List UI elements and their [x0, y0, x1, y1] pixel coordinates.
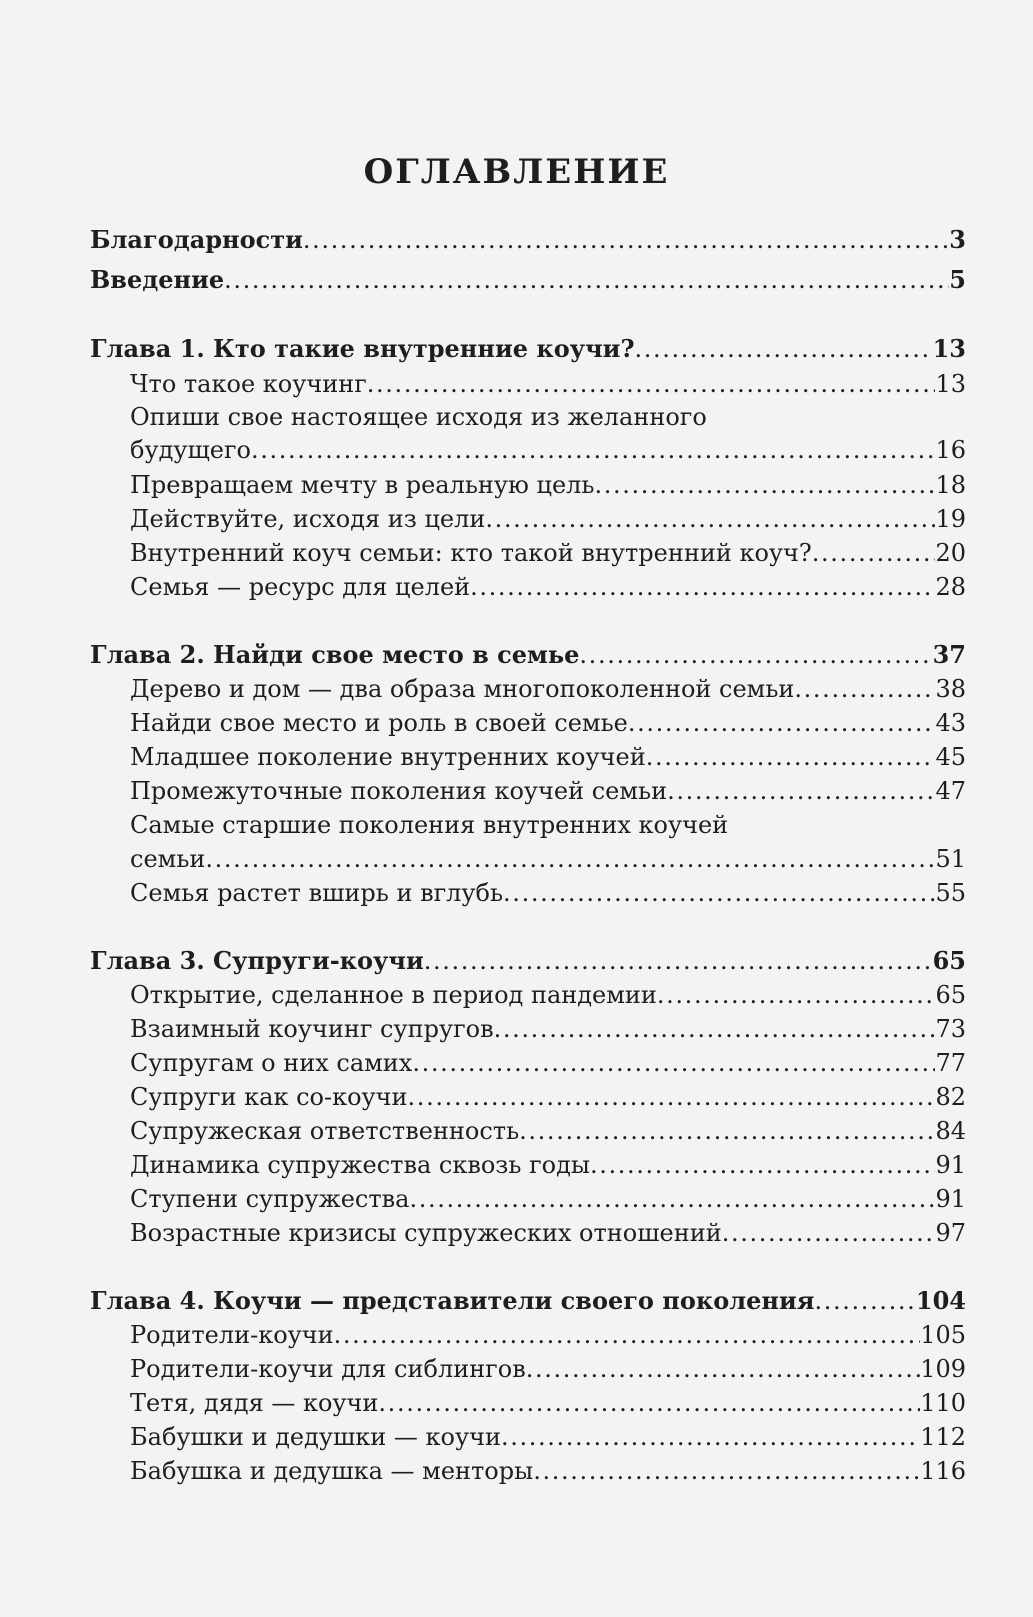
page-title: ОГЛАВЛЕНИЕ — [363, 152, 670, 192]
dot-leader — [628, 706, 936, 740]
toc-entry-label: Бабушка и дедушка — менторы — [130, 1457, 534, 1485]
toc-entry-label: Семья растет вширь и вглубь — [130, 879, 504, 907]
toc-entry-page: 104 — [915, 1286, 966, 1315]
toc-chapter — [90, 1284, 966, 1318]
toc-chapter — [90, 944, 966, 978]
toc-entry-page: 3 — [949, 225, 966, 254]
toc-entry-page: 38 — [935, 675, 966, 703]
dot-leader — [334, 1318, 921, 1352]
toc-entry — [90, 263, 966, 297]
toc-entry — [130, 1046, 966, 1080]
dot-leader — [470, 570, 935, 604]
toc-entry — [130, 876, 966, 910]
toc-entry-label: Превращаем мечту в реальную цель — [130, 471, 595, 499]
dot-leader — [519, 1114, 935, 1148]
toc-entry-page: 47 — [935, 777, 966, 805]
toc-entry-page: 5 — [949, 265, 966, 294]
toc-entry-label: Открытие, сделанное в период пандемии — [130, 981, 657, 1009]
toc-entry — [130, 536, 966, 570]
dot-leader — [533, 1454, 920, 1488]
toc-entry-label: Тетя, дядя — коучи — [130, 1389, 379, 1417]
toc-entry-label: Родители-коучи для сиблингов — [130, 1355, 526, 1383]
dot-leader — [224, 263, 949, 297]
dot-leader — [503, 876, 935, 910]
dot-leader — [409, 1182, 935, 1216]
toc-entry-page: 51 — [935, 845, 966, 873]
toc-entry-page: 20 — [935, 539, 966, 567]
toc-entry-page: 97 — [935, 1219, 966, 1247]
toc-entry-label: Ступени супружества — [130, 1185, 410, 1213]
dot-leader — [635, 332, 933, 366]
toc-entry — [130, 570, 966, 604]
toc-entry-page: 91 — [935, 1185, 966, 1213]
dot-leader — [594, 468, 935, 502]
toc-entry — [130, 502, 966, 536]
dot-leader — [501, 1420, 920, 1454]
dot-leader — [722, 1216, 936, 1250]
dot-leader — [815, 1284, 916, 1318]
toc-entry-page: 112 — [920, 1423, 966, 1451]
toc-entry-page: 18 — [935, 471, 966, 499]
toc-entry-label: семьи — [130, 845, 206, 873]
toc-entry — [130, 1114, 966, 1148]
toc-entry-page: 55 — [935, 879, 966, 907]
toc-entry-page: 110 — [920, 1389, 966, 1417]
dot-leader — [667, 774, 935, 808]
toc-entry-label: Супруги как со-коучи — [130, 1083, 408, 1111]
toc-entry-label: Семья — ресурс для целей — [130, 573, 471, 601]
toc-entry-page: 13 — [935, 370, 966, 398]
toc-entry — [130, 1454, 966, 1488]
toc-entry-label: Супружеская ответственность — [130, 1117, 520, 1145]
toc-entry-label-line: Самые старшие поколения внутренних коучей — [130, 811, 729, 839]
toc-entry-label: Дерево и дом — два образа многопоколенной семьи — [130, 675, 795, 703]
toc-entry-page: 65 — [932, 946, 966, 975]
toc-entry-label: Глава 3. Супруги-коучи — [90, 946, 424, 975]
toc-entry-label: Младшее поколение внутренних коучей — [130, 743, 646, 771]
toc-entry — [130, 706, 966, 740]
toc-entry-label: Что такое коучинг — [130, 370, 367, 398]
toc-entry-label: Глава 2. Найди свое место в семье — [90, 640, 580, 669]
toc-entry-label: Введение — [90, 265, 225, 294]
toc-entry-label-line: Опиши свое настоящее исходя из желанного — [130, 403, 707, 431]
toc-entry-page: 77 — [935, 1049, 966, 1077]
toc-chapter — [90, 638, 966, 672]
dot-leader — [424, 944, 933, 978]
dot-leader — [657, 978, 936, 1012]
dot-leader — [412, 1046, 935, 1080]
dot-leader — [485, 502, 935, 536]
toc-entry-label: Возрастные кризисы супружеских отношений — [130, 1219, 722, 1247]
toc-entry-label: Глава 4. Коучи — представители своего поколения — [90, 1286, 815, 1315]
toc-entry — [130, 433, 966, 467]
dot-leader — [378, 1386, 920, 1420]
toc-entry-page: 82 — [935, 1083, 966, 1111]
toc-entry-page: 28 — [935, 573, 966, 601]
toc-entry-page: 91 — [935, 1151, 966, 1179]
toc-entry-label: будущего — [130, 436, 252, 464]
toc-entry-label: Глава 1. Кто такие внутренние коучи? — [90, 334, 635, 363]
toc-entry-label: Динамика супружества сквозь годы — [130, 1151, 590, 1179]
dot-leader — [367, 367, 936, 401]
toc-entry — [130, 1318, 966, 1352]
toc-entry-page: 73 — [935, 1015, 966, 1043]
dot-leader — [526, 1352, 920, 1386]
toc-entry-page: 43 — [935, 709, 966, 737]
toc-entry-page: 16 — [935, 436, 966, 464]
toc-entry — [130, 1182, 966, 1216]
toc-entry-page: 45 — [935, 743, 966, 771]
toc-entry — [130, 468, 966, 502]
dot-leader — [205, 842, 935, 876]
toc-entry-page: 37 — [932, 640, 966, 669]
toc-entry-label: Благодарности — [90, 225, 303, 254]
toc-entry — [130, 1352, 966, 1386]
toc-entry-label: Бабушки и дедушки — коучи — [130, 1423, 501, 1451]
toc-entry — [130, 367, 966, 401]
dot-leader — [251, 433, 935, 467]
toc-entry-label: Действуйте, исходя из цели — [130, 505, 486, 533]
toc-entry — [130, 774, 966, 808]
toc-entry-label: Найди свое место и роль в своей семье — [130, 709, 628, 737]
toc-entry — [130, 1148, 966, 1182]
toc-entry-page: 13 — [932, 334, 966, 363]
dot-leader — [794, 672, 935, 706]
toc-entry-page: 84 — [935, 1117, 966, 1145]
toc-entry-label: Промежуточные поколения коучей семьи — [130, 777, 668, 805]
toc-entry-page: 116 — [920, 1457, 966, 1485]
toc-entry-page: 109 — [920, 1355, 966, 1383]
toc-entry-label: Родители-коучи — [130, 1321, 334, 1349]
dot-leader — [812, 536, 936, 570]
toc-entry — [130, 978, 966, 1012]
toc-entry — [130, 740, 966, 774]
toc-entry — [130, 1216, 966, 1250]
toc-entry — [90, 223, 966, 257]
dot-leader — [494, 1012, 936, 1046]
toc-entry-page: 65 — [935, 981, 966, 1009]
toc-entry-label: Взаимный коучинг супругов — [130, 1015, 494, 1043]
dot-leader — [303, 223, 949, 257]
toc-entry-label: Супругам о них самих — [130, 1049, 413, 1077]
toc-entry — [130, 672, 966, 706]
toc-entry — [130, 1012, 966, 1046]
toc-entry — [130, 1386, 966, 1420]
toc-entry-label: Внутренний коуч семьи: кто такой внутренний коуч? — [130, 539, 812, 567]
dot-leader — [646, 740, 936, 774]
dot-leader — [579, 638, 932, 672]
toc-entry-page: 105 — [920, 1321, 966, 1349]
dot-leader — [408, 1080, 936, 1114]
toc-entry — [130, 842, 966, 876]
toc-chapter — [90, 332, 966, 366]
toc-entry — [130, 1080, 966, 1114]
toc-entry — [130, 1420, 966, 1454]
toc-entry-page: 19 — [935, 505, 966, 533]
dot-leader — [590, 1148, 935, 1182]
